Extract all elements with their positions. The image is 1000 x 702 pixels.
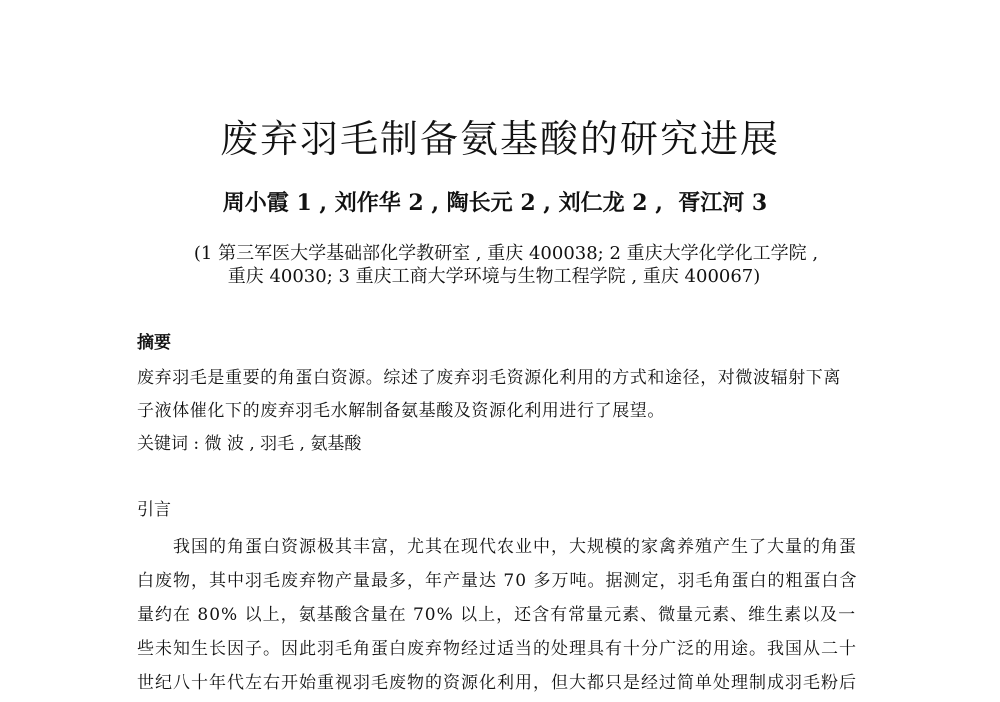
body-line: 世纪八十年代左右开始重视羽毛废物的资源化利用，但大都只是经过简单处理制成羽毛粉后 <box>137 673 857 693</box>
affiliation-line: (1 第三军医大学基础部化学教研室 , 重庆 400038; 2 重庆大学化学化工学院 , <box>193 243 819 264</box>
intro-heading: 引言 <box>137 500 171 520</box>
abstract-line: 废弃羽毛是重要的角蛋白资源。综述了废弃羽毛资源化利用的方式和途径，对微波辐射下离 <box>137 368 841 388</box>
affiliation-line: 重庆 40030; 3 重庆工商大学环境与生物工程学院 , 重庆 400067) <box>227 266 761 287</box>
body-line: 些未知生长因子。因此羽毛角蛋白废弃物经过适当的处理具有十分广泛的用途。我国从二十 <box>137 639 857 659</box>
body-line: 我国的角蛋白资源极其丰富，尤其在现代农业中，大规模的家禽养殖产生了大量的角蛋 <box>137 537 857 557</box>
author-list: 周小霞 1 , 刘作华 2 , 陶长元 2 , 刘仁龙 2 , 胥江河 3 <box>222 190 768 216</box>
body-line: 量约在 80% 以上，氨基酸含量在 70% 以上，还含有常量元素、微量元素、维生素以及一 <box>137 605 857 625</box>
paper-title: 废弃羽毛制备氨基酸的研究进展 <box>219 117 780 161</box>
abstract-line: 子液体催化下的废弃羽毛水解制备氨基酸及资源化利用进行了展望。 <box>137 401 665 421</box>
body-line: 白废物，其中羽毛废弃物产量最多，年产量达 70 多万吨。据测定，羽毛角蛋白的粗蛋白含 <box>137 571 858 591</box>
keywords: 关键词 : 微 波 , 羽毛 , 氨基酸 <box>137 434 362 454</box>
abstract-heading: 摘要 <box>137 333 171 353</box>
